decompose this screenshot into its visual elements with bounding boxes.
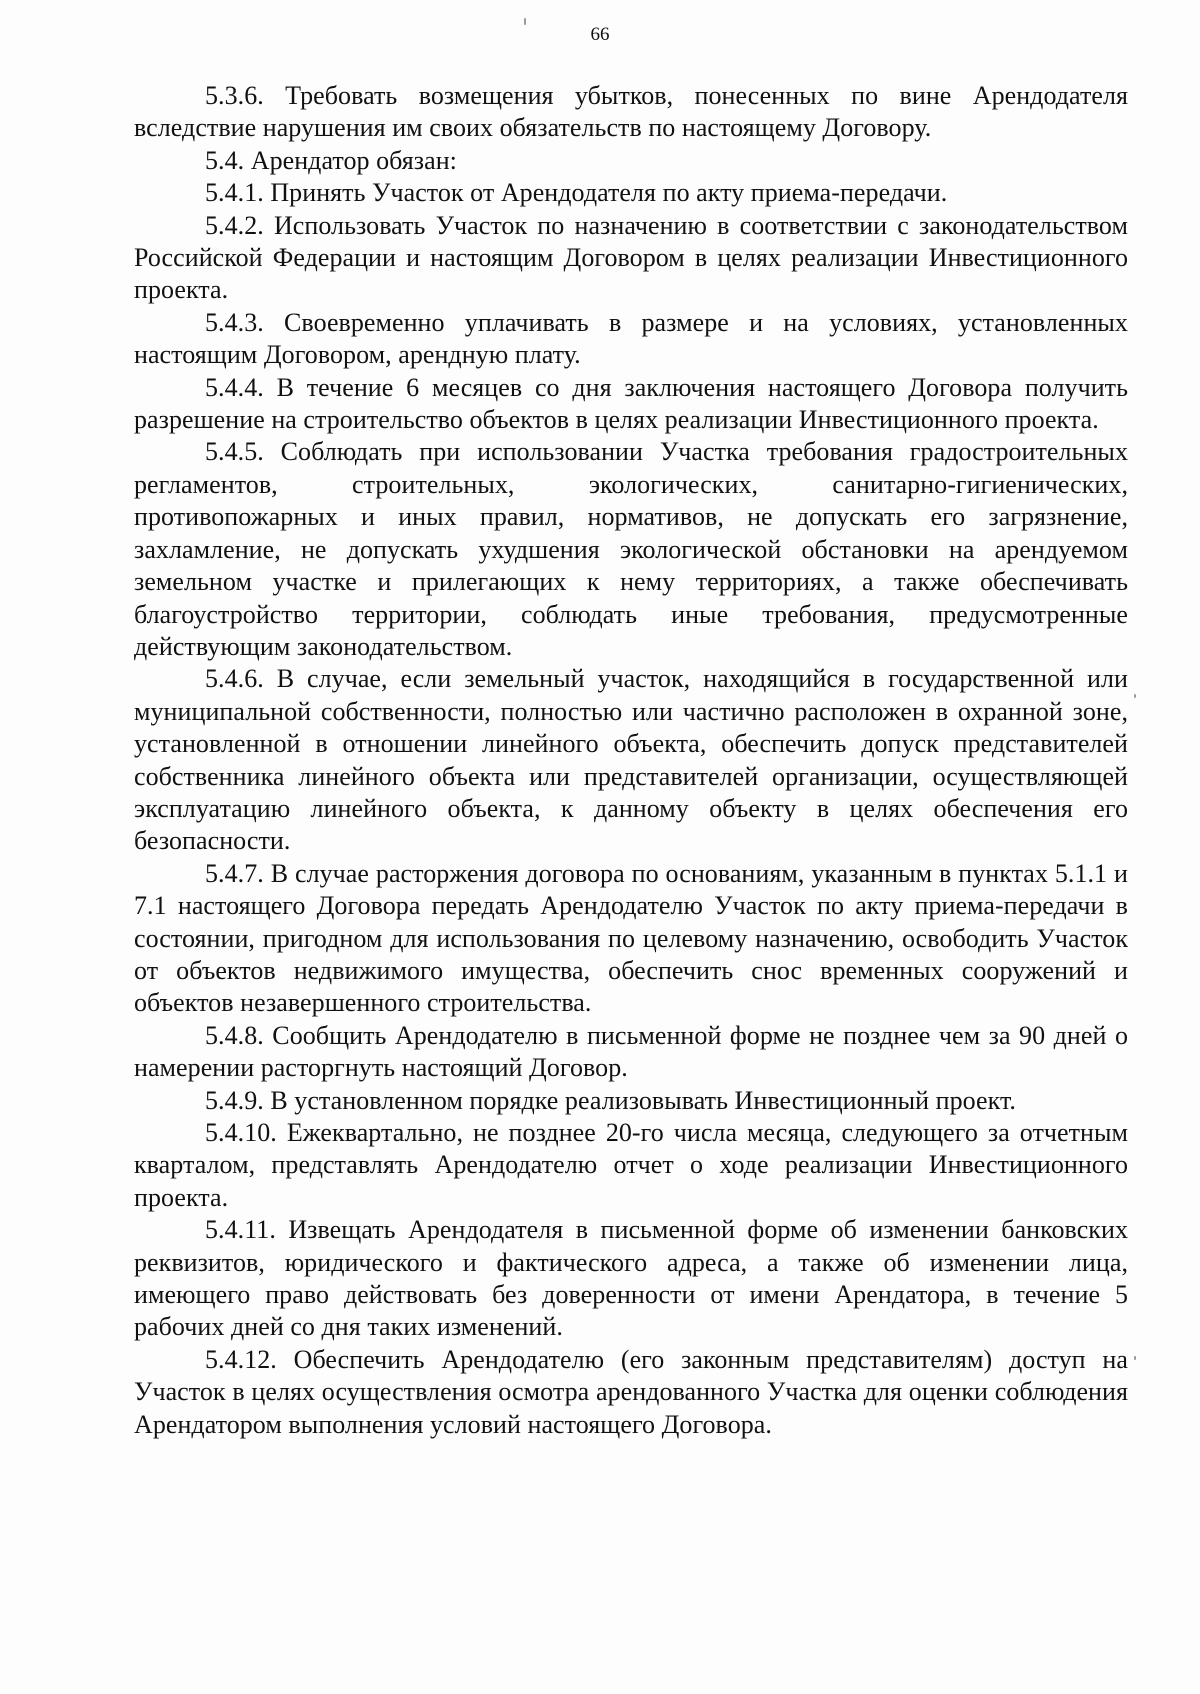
paragraph-5-4-6: 5.4.6. В случае, если земельный участок, находящийся в государственной или муниципальной собственности, полностью или частично расположен в охранной зоне, установленной в отношении линейного объекта, обеспечить допуск представителей собственника линейного объекта или представителей организации, осуществляющей эксплуатацию линейного объекта, к данному объекту в целях обеспечения его безопасности.: [134, 664, 1128, 856]
paragraph-5-4-8: 5.4.8. Сообщить Арендодателю в письменной форме не позднее чем за 90 дней о намерении расторгнуть настоящий Договор.: [134, 1020, 1128, 1083]
paragraph-5-3-6: 5.3.6. Требовать возмещения убытков, понесенных по вине Арендодателя вследствие нарушения им своих обязательств по настоящему Договору.: [134, 81, 1128, 143]
paragraph-5-4: 5.4. Арендатор обязан:: [205, 145, 457, 175]
paragraph-5-4-10: 5.4.10. Ежеквартально, не позднее 20-го числа месяца, следующего за отчетным кварталом, представлять Арендодателю отчет о ходе реализации Инвестиционного проекта.: [134, 1118, 1128, 1212]
paragraph-5-4-7: 5.4.7. В случае расторжения договора по основаниям, указанным в пунктах 5.1.1 и 7.1 настоящего Договора передать Арендодателю Участок по акту приема-передачи в состоянии, пригодном для использования по целевому назначению, освободить Участок от объектов недвижимого имущества, обеспечить снос временных сооружений и объектов незавершенного строительства.: [134, 858, 1128, 1018]
paragraph-5-4-4: 5.4.4. В течение 6 месяцев со дня заключения настоящего Договора получить разрешение на строительство объектов в целях реализации Инвестиционного проекта.: [134, 372, 1128, 435]
paragraph-5-4-11: 5.4.11. Извещать Арендодателя в письменной форме об изменении банковских реквизитов, юридического и фактического адреса, а также об изменении лица, имеющего право действовать без доверенности от имени Арендатора, в течение 5 рабочих дней со дня таких изменений.: [134, 1215, 1128, 1342]
paragraph-5-4-9: 5.4.9. В установленном порядке реализовывать Инвестиционный проект.: [205, 1085, 1016, 1115]
paragraph-5-4-3: 5.4.3. Своевременно уплачивать в размере и на условиях, установленных настоящим Договором, арендную плату.: [134, 307, 1128, 370]
scan-speck: [1134, 694, 1136, 698]
paragraph-5-4-5: 5.4.5. Соблюдать при использовании Участка требования градостроительных регламентов, строительных, экологических, санитарно-гигиенических, противопожарных и иных правил, нормативов, не допускать его загрязнение, захламление, не допускать ухудшения экологической обстановки на арендуемом земельном участке и прилегающих к нему территориях, а также обеспечивать благоустройство территории, соблюдать иные требования, предусмотренные действующим законодательством.: [134, 437, 1128, 661]
scan-speck: [524, 18, 526, 25]
paragraph-5-4-1: 5.4.1. Принять Участок от Арендодателя по акту приема-передачи.: [205, 178, 948, 208]
paragraph-5-4-12: 5.4.12. Обеспечить Арендодателю (его законным представителям) доступ на Участок в целях осуществления осмотра арендованного Участка для оценки соблюдения Арендатором выполнения условий настоящего Договора.: [134, 1344, 1128, 1439]
page-number: 66: [590, 24, 610, 45]
document-body: [134, 80, 1128, 1441]
scan-speck: [1134, 1356, 1136, 1360]
paragraph-5-4-2: 5.4.2. Использовать Участок по назначению в соответствии с законодательством Российской Федерации и настоящим Договором в целях реализации Инвестиционного проекта.: [134, 210, 1128, 305]
